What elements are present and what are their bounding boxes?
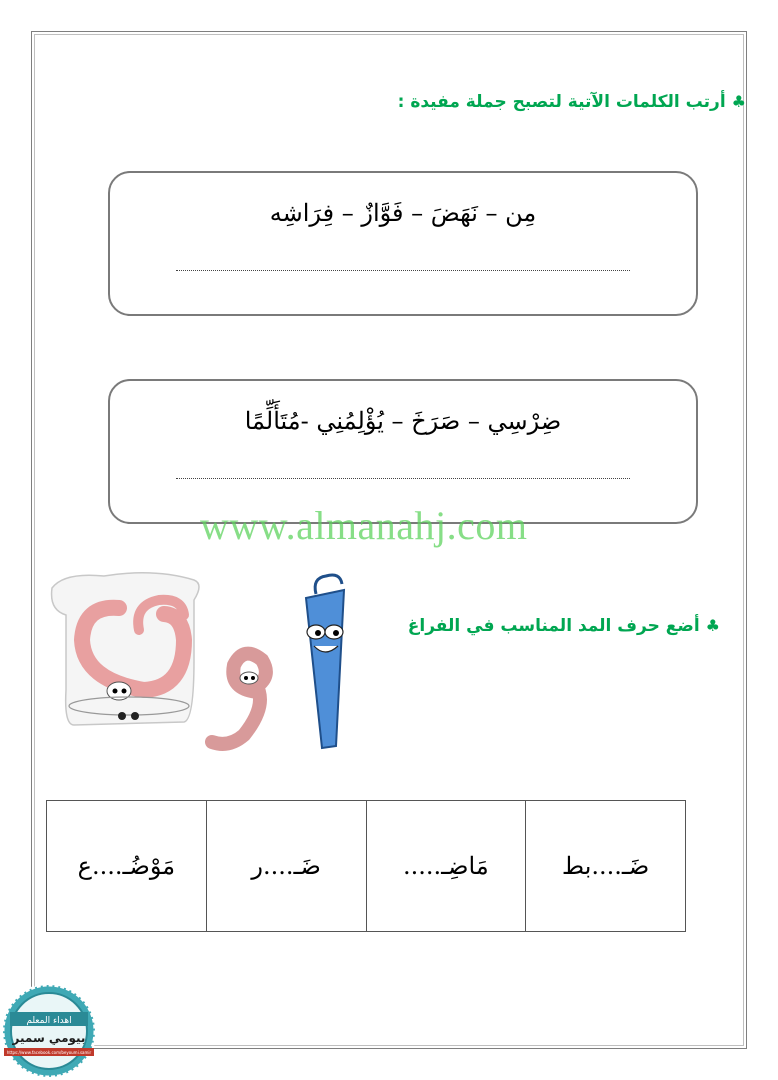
fill-blank-cell-1[interactable]: ضَـ....بط <box>526 801 686 932</box>
fill-blank-table <box>46 800 686 932</box>
badge-line-2: بيومي سمير <box>12 1031 86 1045</box>
scrambled-sentence-2: ضِرْسِي – صَرَخَ – يُؤْلِمُنِي -مُتَأَلِّمًا <box>244 407 562 435</box>
alef-letter-icon <box>306 575 344 748</box>
section2-heading-text: أضع حرف المد المناسب في الفراغ <box>407 616 700 636</box>
section1-heading <box>398 92 746 112</box>
sentence-box-1 <box>108 171 698 316</box>
section2-heading <box>408 616 720 636</box>
section1-heading-text: أرتب الكلمات الآتية لتصبح جملة مفيدة : <box>397 92 726 112</box>
watermark-text: www.almanahj.com <box>200 503 528 548</box>
fill-blank-cell-2[interactable]: مَاضِـ..... <box>366 801 526 932</box>
teacher-badge-logo <box>0 982 98 1080</box>
table-row <box>47 801 686 932</box>
scrambled-sentence-1: مِن – نَهَضَ – فَوَّازٌ – فِرَاشِه <box>269 199 537 227</box>
fill-blank-cell-3[interactable]: ضَـ....ر <box>206 801 366 932</box>
answer-line-2[interactable] <box>176 478 630 479</box>
answer-line-1[interactable] <box>176 270 630 271</box>
badge-line-3: https://www.facebook.com/beyoumi.samir <box>6 1050 92 1055</box>
badge-line-1: اهداء المعلم <box>26 1016 72 1026</box>
club-bullet-icon: ♣ <box>731 92 746 111</box>
long-vowels-illustration <box>44 570 374 760</box>
club-bullet-icon: ♣ <box>705 616 720 635</box>
fill-blank-cell-4[interactable]: مَوْضُـ....ع <box>47 801 207 932</box>
waw-letter-icon <box>212 654 266 744</box>
